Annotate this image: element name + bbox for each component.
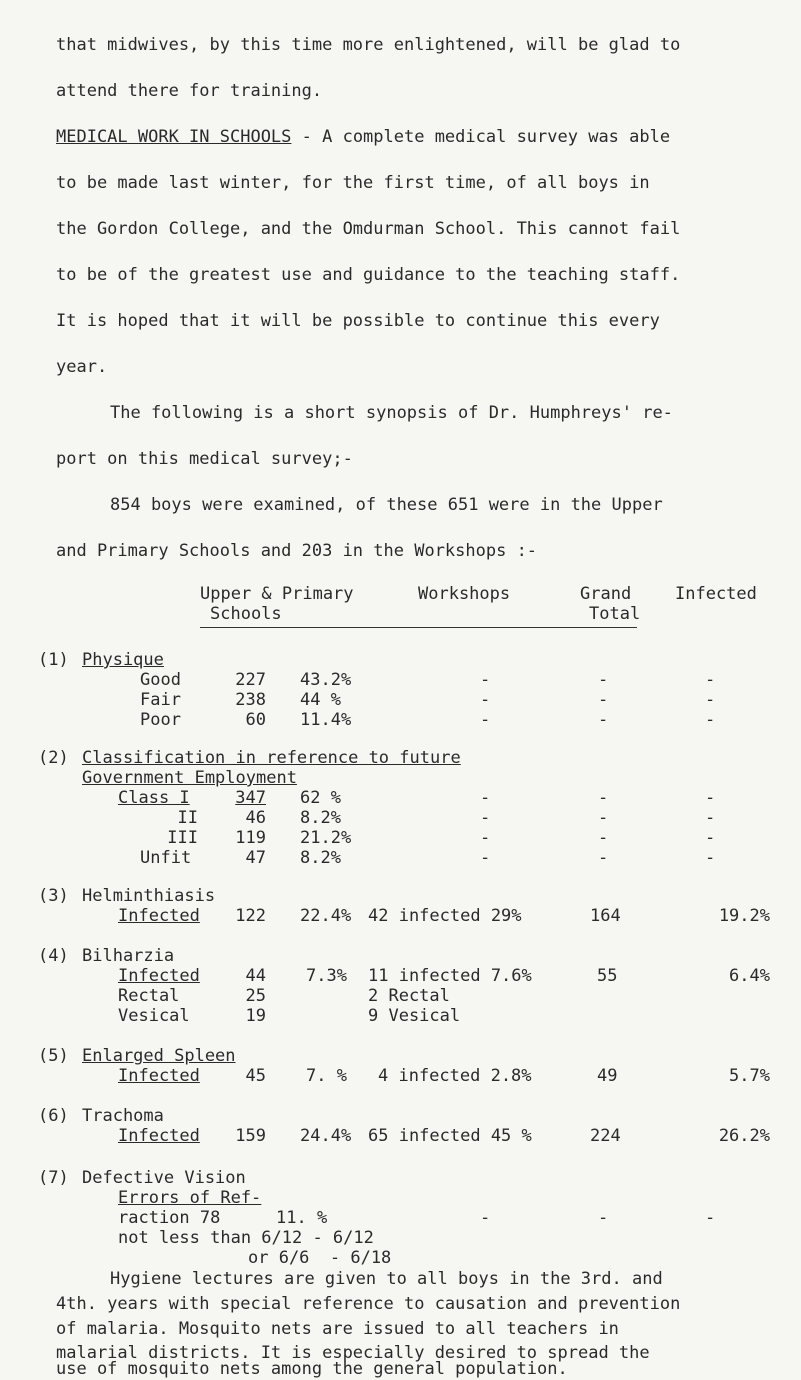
row-percent: 8.2% [300,848,341,868]
row-label: raction 78 [118,1208,221,1228]
row-percent: 8.2% [300,808,341,828]
section-number: (1) [38,650,69,670]
row-infected: - [705,848,716,868]
section-number: (2) [38,748,69,768]
row-workshops: - [480,788,491,808]
row-infected: - [705,710,716,730]
row-infected: - [705,670,716,690]
section-title: Enlarged Spleen [82,1046,236,1066]
row-percent: 62 % [300,788,341,808]
row-label: Fair [140,690,181,710]
vision-note: or 6/6 - 6/18 [248,1248,392,1268]
row-count: 44 [245,966,266,986]
row-grand-total: - [598,808,609,828]
row-workshops: 11 infected 7.6% [368,966,532,986]
header-grand: Grand [580,584,632,604]
row-count: 159 [235,1126,266,1146]
row-count: 122 [235,906,266,926]
row-grand-total: - [598,848,609,868]
paragraph-line: use of mosquito nets among the general population. [56,1359,568,1379]
section-number: (4) [38,946,69,966]
row-infected: 19.2% [718,906,770,926]
row-label: Infected [118,1066,200,1086]
row-label: Unfit [140,848,192,868]
header-total: Total [589,604,641,624]
row-workshops: 2 Rectal [368,986,450,1006]
row-grand-total: 49 [597,1066,618,1086]
row-percent: 44 % [300,690,341,710]
section-title: Trachoma [82,1106,164,1126]
row-grand-total: - [598,1208,609,1228]
row-label: Rectal [118,986,180,1006]
row-count: 60 [245,710,266,730]
row-label: Infected [118,966,200,986]
row-grand-total: - [598,690,609,710]
section-title: Helminthiasis [82,886,216,906]
row-infected: - [705,788,716,808]
row-infected: - [705,828,716,848]
row-infected: 5.7% [729,1066,770,1086]
row-count: 46 [245,808,266,828]
section-number: (6) [38,1106,69,1126]
row-percent: 11.4% [300,710,352,730]
row-infected: - [705,808,716,828]
row-percent: 22.4% [300,906,352,926]
row-infected: - [705,1208,716,1228]
paragraph-line: port on this medical survey;- [56,449,353,469]
header-workshops: Workshops [418,584,511,604]
section-number: (5) [38,1046,69,1066]
paragraph-line: attend there for training. [56,81,323,101]
section-heading-line [56,126,670,148]
row-count: 227 [235,670,266,690]
row-infected: 6.4% [729,966,770,986]
paragraph-line: 854 boys were examined, of these 651 were in the Upper [110,495,663,515]
row-percent: 7. % [306,1066,347,1086]
paragraph-line: of malaria. Mosquito nets are issued to all teachers in [56,1319,619,1339]
row-workshops: - [480,710,491,730]
header-upper-primary: Upper & Primary [200,584,354,604]
row-label: II [177,808,198,828]
row-workshops: - [480,808,491,828]
paragraph-line: year. [56,357,108,377]
row-count: 119 [235,828,266,848]
row-workshops: - [480,1208,491,1228]
section-subtitle: Government Employment [82,768,297,788]
row-label: Infected [118,1126,200,1146]
paragraph-line: malarial districts. It is especially desired to spread the [56,1343,650,1363]
row-count: 238 [235,690,266,710]
row-label: Vesical [118,1006,190,1026]
row-label: Poor [140,710,181,730]
row-grand-total: - [598,710,609,730]
row-count: 25 [245,986,266,1006]
row-percent: 24.4% [300,1126,352,1146]
row-percent: 43.2% [300,670,352,690]
section-title: Classification in reference to future [82,748,461,768]
row-percent: 7.3% [306,966,347,986]
row-label: III [167,828,198,848]
row-grand-total: - [598,670,609,690]
row-count: 19 [245,1006,266,1026]
row-grand-total: 224 [590,1126,621,1146]
row-workshops: - [480,828,491,848]
row-label: Infected [118,906,200,926]
row-percent: 21.2% [300,828,352,848]
row-label: Class I [118,788,190,808]
row-workshops: - [480,670,491,690]
paragraph-line: the Gordon College, and the Omdurman School. This cannot fail [56,219,681,239]
row-count: 347 [235,788,266,808]
row-percent: 11. % [276,1208,328,1228]
row-grand-total: - [598,788,609,808]
row-workshops: 4 infected 2.8% [378,1066,532,1086]
paragraph-line: It is hoped that it will be possible to continue this every [56,311,660,331]
header-rule [200,627,637,628]
row-workshops: 9 Vesical [368,1006,461,1026]
row-infected: 26.2% [718,1126,770,1146]
paragraph-line: 4th. years with special reference to causation and prevention [56,1294,681,1314]
row-infected: - [705,690,716,710]
section-number: (7) [38,1168,69,1188]
paragraph-line: and Primary Schools and 203 in the Workshops :- [56,541,538,561]
row-workshops: - [480,848,491,868]
row-grand-total: 55 [597,966,618,986]
row-grand-total: - [598,828,609,848]
paragraph-line: to be of the greatest use and guidance to the teaching staff. [56,265,681,285]
section-title: Defective Vision [82,1168,246,1188]
section-title: Physique [82,650,164,670]
row-workshops: 65 infected 45 % [368,1126,532,1146]
section-heading: MEDICAL WORK IN SCHOOLS [56,127,292,147]
section-title: Bilharzia [82,946,175,966]
paragraph-line: The following is a short synopsis of Dr. Humphreys' re- [110,403,673,423]
vision-note: not less than 6/12 - 6/12 [118,1228,374,1248]
row-count: 45 [245,1066,266,1086]
header-infected: Infected [675,584,757,604]
row-workshops: - [480,690,491,710]
paragraph-line: Hygiene lectures are given to all boys in the 3rd. and [110,1269,663,1289]
row-grand-total: 164 [590,906,621,926]
row-count: 47 [245,848,266,868]
paragraph-text: - A complete medical survey was able [291,127,671,147]
header-schools: Schools [210,604,282,624]
paragraph-line: that midwives, by this time more enlightened, will be glad to [56,35,681,55]
row-workshops: 42 infected 29% [368,906,522,926]
row-label: Good [140,670,181,690]
section-number: (3) [38,886,69,906]
row-label: Errors of Ref- [118,1188,262,1208]
paragraph-line: to be made last winter, for the first time, of all boys in [56,173,650,193]
